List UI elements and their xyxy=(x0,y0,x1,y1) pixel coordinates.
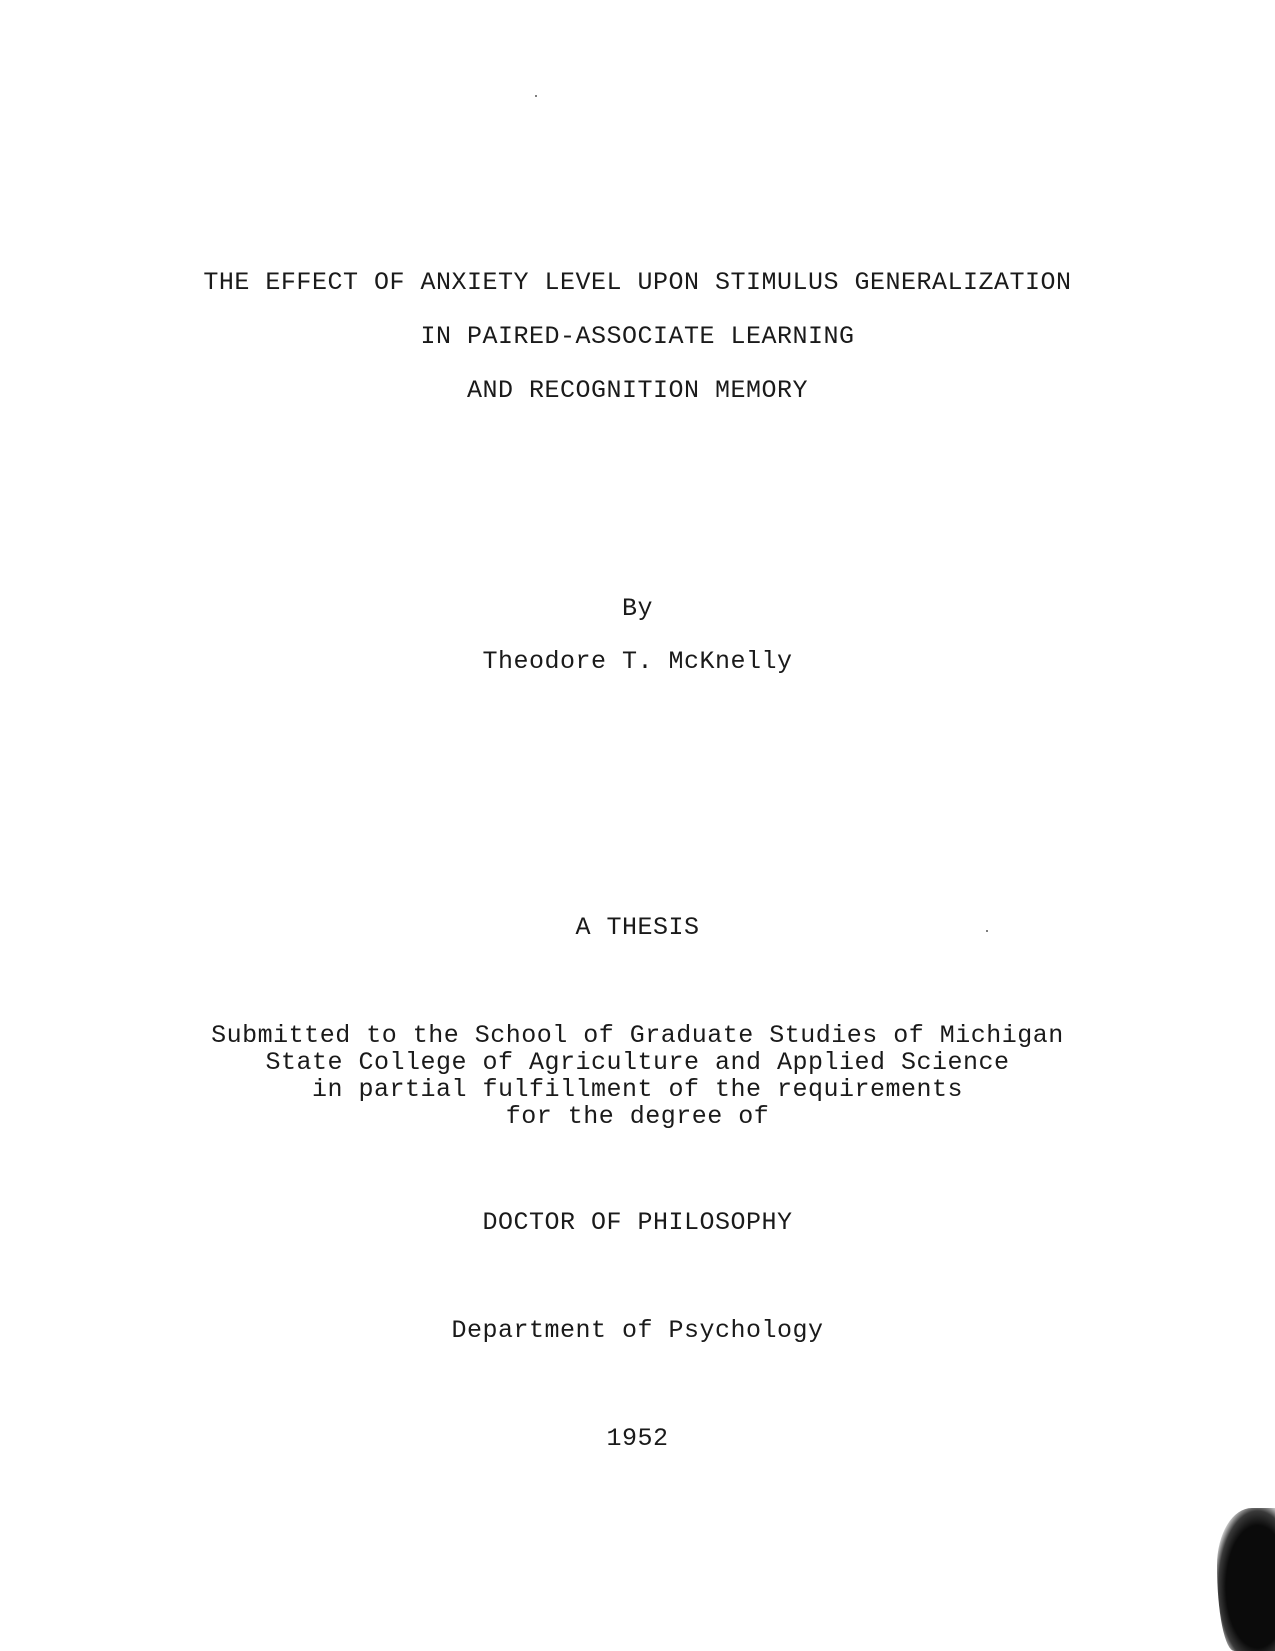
submission-line-3: in partial fulfillment of the requirements xyxy=(311,1075,964,1104)
scan-speck xyxy=(535,95,537,97)
scan-artifact-blot xyxy=(1217,1508,1275,1651)
degree: DOCTOR OF PHILOSOPHY xyxy=(482,1208,793,1237)
document-type: A THESIS xyxy=(575,913,700,942)
author-name: Theodore T. McKnelly xyxy=(482,647,793,676)
department: Department of Psychology xyxy=(451,1316,824,1345)
year: 1952 xyxy=(606,1424,669,1453)
submission-line-4: for the degree of xyxy=(505,1102,770,1131)
submission-line-1: Submitted to the School of Graduate Studies of Michigan xyxy=(211,1021,1064,1050)
title-line-1: THE EFFECT OF ANXIETY LEVEL UPON STIMULUS GENERALIZATION xyxy=(203,268,1072,297)
title-line-3: AND RECOGNITION MEMORY xyxy=(466,376,809,405)
byline-by: By xyxy=(621,594,653,623)
scan-speck xyxy=(986,930,988,932)
title-line-2: IN PAIRED-ASSOCIATE LEARNING xyxy=(420,322,855,351)
submission-line-2: State College of Agriculture and Applied Science xyxy=(265,1048,1010,1077)
